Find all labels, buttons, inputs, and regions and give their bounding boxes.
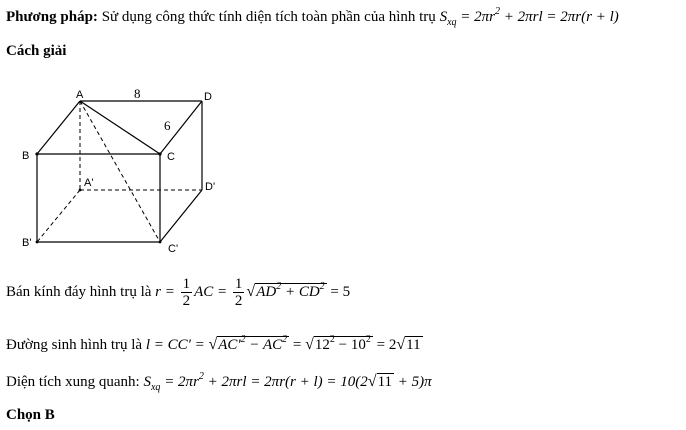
generatrix-text: Đường sinh hình trụ là (6, 337, 146, 353)
generatrix-line: Đường sinh hình trụ là $l = CC' = √AC'^2 - AC^2 = √12^2 - 10^2 = 2√11$ (6, 334, 421, 353)
label-B1: B' (22, 237, 32, 249)
label-len-AD: 8 (134, 86, 141, 101)
lateral-area-line: Diện tích xung quanh: $S_{xq} = 2\pi r^2 + 2\pi rl = 2\pi r(r + l) = 10(2√11 + 5)\pi$ (6, 371, 432, 393)
edge-AB (37, 101, 80, 154)
label-D1: D' (205, 181, 216, 193)
label-len-CD: 6 (164, 118, 171, 133)
answer: Chọn B (6, 407, 55, 423)
label-D: D (204, 91, 212, 103)
edge-A1B1 (37, 190, 80, 242)
lateral-text: Diện tích xung quanh: (6, 374, 144, 390)
label-C1: C' (168, 243, 179, 255)
edge-D1C1 (160, 190, 202, 242)
label-A: A (76, 89, 84, 101)
label-A1: A' (84, 177, 94, 189)
radius-line: Bán kính đáy hình trụ là r = $\frac{1}{2}$ AC = $\frac{1}{2}$ $√AD^2 + CD^2 = 5$ (6, 276, 351, 309)
label-B: B (22, 150, 30, 162)
method-label: Phương pháp: (6, 9, 98, 25)
method-formula: $S_{xq} = 2\pi r^2 + 2\pi rl = 2\pi r(r + l)$ (439, 6, 619, 28)
label-C: C (167, 151, 175, 163)
method-text: Sử dụng công thức tính diện tích toàn phần của hình trụ (97, 9, 440, 25)
radius-text: Bán kính đáy hình trụ là (6, 283, 156, 300)
edge-AC1 (80, 101, 160, 242)
solution-heading: Cách giải (6, 43, 67, 59)
edge-AC (80, 101, 160, 154)
